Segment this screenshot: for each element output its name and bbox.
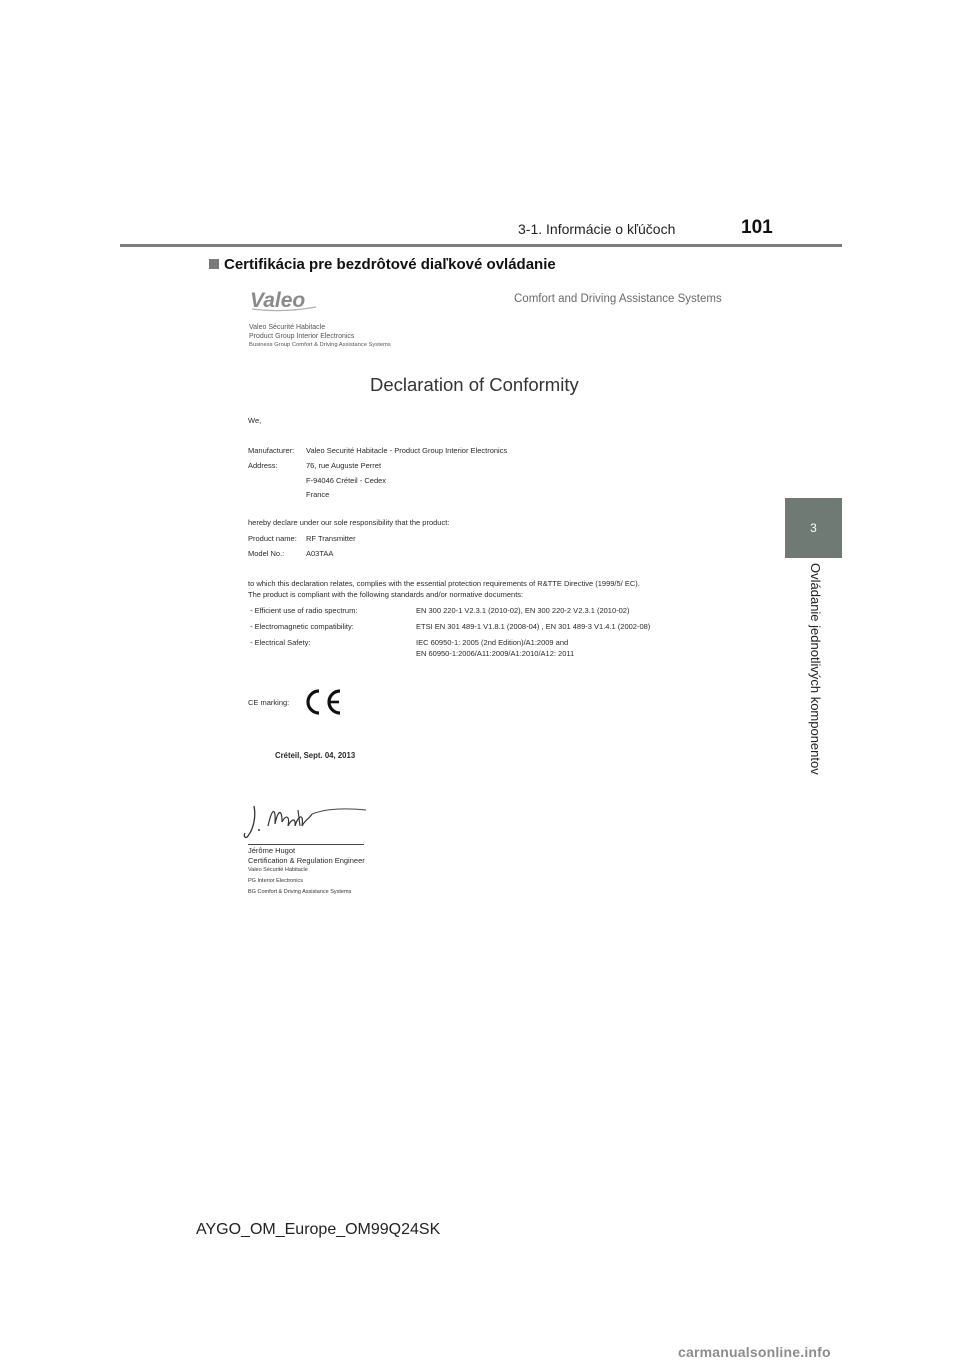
square-bullet-icon — [209, 259, 219, 269]
company-line-3: Business Group Comfort & Driving Assistance Systems — [249, 342, 391, 348]
chapter-title-vertical — [801, 563, 831, 813]
company-line-1: Valeo Sécurité Habitacle — [249, 324, 326, 331]
site-watermark: carmanualsonline.info — [678, 1344, 831, 1360]
manufacturer-label: Manufacturer: — [248, 446, 295, 455]
manufacturer-value: Valeo Securité Habitacle - Product Group Interior Electronics — [306, 446, 508, 455]
address-line-2: F-94046 Créteil - Cedex — [306, 476, 387, 485]
address-label: Address: — [248, 461, 278, 470]
signatory-group: PG Interior Electronics — [248, 878, 304, 884]
standard-label-safety: - Electrical Safety: — [250, 638, 311, 647]
standards-intro: The product is compliant with the following standards and/or normative documents: — [248, 590, 524, 599]
signatory-title: Certification & Regulation Engineer — [248, 856, 365, 865]
ce-marking-label: CE marking: — [248, 698, 290, 707]
handwritten-signature — [242, 796, 372, 842]
division-name: Comfort and Driving Assistance Systems — [514, 293, 722, 305]
product-name-value: RF Transmitter — [306, 534, 356, 543]
model-no-label: Model No.: — [248, 549, 285, 558]
standard-value-safety-2: EN 60950-1:2006/A11:2009/A1:2010/A12: 2011 — [416, 649, 575, 658]
standard-label-emc: - Electromagnetic compatibility: — [250, 622, 354, 631]
declaration-of-conformity-scan — [218, 276, 748, 902]
model-no-value: A03TAA — [306, 549, 334, 558]
certificate-title: Declaration of Conformity — [370, 374, 579, 395]
directive-statement: to which this declaration relates, complies with the essential protection requirements of R&TTE Directive (1999/5/ EC). — [248, 579, 640, 588]
standard-value-radio: EN 300 220-1 V2.3.1 (2010-02), EN 300 220-2 V2.3.1 (2010-02) — [416, 606, 630, 615]
valeo-logo — [248, 288, 318, 312]
we-text: We, — [248, 416, 262, 425]
chapter-number: 3 — [810, 521, 817, 535]
address-line-3: France — [306, 490, 330, 499]
product-name-label: Product name: — [248, 534, 297, 543]
chapter-title: Ovládanie jednotlivých komponentov — [808, 563, 823, 775]
signatory-company: Valeo Sécurité Habitacle — [248, 867, 308, 873]
ce-mark-icon — [302, 687, 344, 717]
declare-text: hereby declare under our sole responsibility that the product: — [248, 518, 450, 527]
company-line-2: Product Group Interior Electronics — [249, 333, 355, 340]
signatory-business-group: BG Comfort & Driving Assistance Systems — [248, 889, 352, 895]
signature-line — [248, 844, 364, 845]
header-divider — [120, 244, 842, 247]
chapter-tab — [785, 498, 842, 558]
place-date: Créteil, Sept. 04, 2013 — [275, 751, 356, 760]
valeo-logo-text: Valeo — [250, 289, 306, 312]
address-line-1: 76, rue Auguste Perret — [306, 461, 382, 470]
page-number: 101 — [741, 217, 773, 238]
document-code: AYGO_OM_Europe_OM99Q24SK — [196, 1221, 441, 1238]
signatory-name: Jérôme Hugot — [248, 846, 296, 855]
standard-value-emc: ETSI EN 301 489-1 V1.8.1 (2008-04) , EN 301 489-3 V1.4.1 (2002-08) — [416, 622, 651, 631]
section-heading-text: Certifikácia pre bezdrôtové diaľkové ovládanie — [224, 256, 556, 273]
standard-value-safety: IEC 60950-1: 2005 (2nd Edition)/A1:2009 and — [416, 638, 569, 647]
standard-label-radio: - Efficient use of radio spectrum: — [250, 606, 358, 615]
section-heading — [209, 256, 556, 273]
running-header-section: 3-1. Informácie o kľúčoch — [518, 221, 676, 237]
